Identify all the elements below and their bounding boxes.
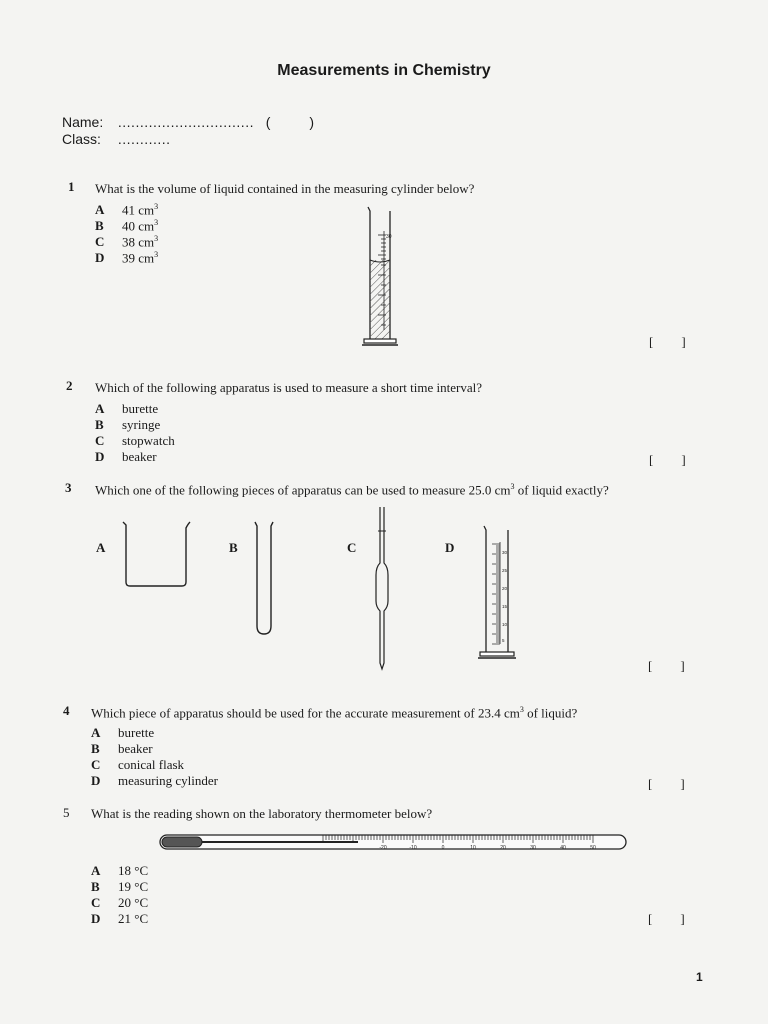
bracket-close: ] xyxy=(681,334,686,349)
register-number-paren: ( ) xyxy=(265,114,314,130)
bracket-open: [ xyxy=(649,452,654,467)
option-letter: D xyxy=(91,773,101,788)
option-letter: C xyxy=(95,433,105,448)
bracket-close: ] xyxy=(680,776,685,791)
q4-option-c xyxy=(91,757,184,773)
question-4-number: 4 xyxy=(63,703,70,718)
thermometer-scale-label: -10 xyxy=(409,845,417,851)
option-value: 41 cm xyxy=(122,202,155,218)
name-dots: ............................... xyxy=(117,114,254,130)
q4-option-b xyxy=(91,741,153,757)
q3-measuring-cylinder-figure xyxy=(476,524,524,664)
page-number: 1 xyxy=(696,970,703,984)
class-label: Class: xyxy=(62,131,101,147)
q2-option-a xyxy=(95,401,158,417)
option-value: syringe xyxy=(122,417,161,432)
question-5-number: 5 xyxy=(63,805,70,820)
option-value: 19 °C xyxy=(118,879,149,894)
thermometer-scale-label: 50 xyxy=(590,845,596,851)
option-value: burette xyxy=(118,725,155,740)
q3-cylinder-label-25: 25 xyxy=(502,568,508,573)
q1-measuring-cylinder-figure xyxy=(360,205,400,350)
q5-option-c xyxy=(91,895,148,911)
question-2-number: 2 xyxy=(66,378,73,393)
q1-option-a xyxy=(95,202,158,218)
q1-cylinder-scale-label: 30 xyxy=(386,234,392,240)
q3-cylinder-label-20: 20 xyxy=(502,586,508,591)
bracket-open: [ xyxy=(648,658,653,673)
option-letter: B xyxy=(91,741,100,756)
q4-answer-box[interactable] xyxy=(648,776,685,792)
q1-answer-box[interactable] xyxy=(649,334,686,350)
bracket-open: [ xyxy=(648,776,653,791)
option-letter: A xyxy=(91,725,101,740)
option-letter: C xyxy=(91,895,101,910)
q3-answer-box[interactable] xyxy=(648,658,685,674)
option-letter: D xyxy=(91,911,101,926)
option-value: 38 cm xyxy=(122,234,155,250)
option-value: 21 °C xyxy=(118,911,149,926)
q2-option-b xyxy=(95,417,160,433)
q2-option-c xyxy=(95,433,175,449)
option-unit-sup: 3 xyxy=(154,234,159,243)
option-letter: A xyxy=(95,401,105,416)
q3-figure-letter-c: C xyxy=(347,540,357,555)
option-letter: B xyxy=(95,417,104,432)
option-value: 20 °C xyxy=(118,895,149,910)
option-unit-sup: 3 xyxy=(154,218,159,227)
q5-thermometer-figure xyxy=(158,830,630,856)
q5-option-d xyxy=(91,911,148,927)
option-unit-sup: 3 xyxy=(154,202,159,211)
option-value: stopwatch xyxy=(122,433,175,448)
class-field xyxy=(62,131,171,147)
option-letter: C xyxy=(91,757,101,772)
option-unit-sup: 3 xyxy=(154,250,159,259)
option-value: beaker xyxy=(122,449,157,464)
thermometer-scale-label: 30 xyxy=(530,845,536,851)
class-dots: ............ xyxy=(117,131,171,147)
question-3-text-main: Which one of the following pieces of apparatus can be used to measure 25.0 cm xyxy=(95,482,511,498)
question-3-text xyxy=(95,482,609,498)
q3-figure-letter-d: D xyxy=(445,540,455,555)
q1-option-b xyxy=(95,218,158,234)
name-label: Name: xyxy=(62,114,104,130)
option-letter: A xyxy=(95,202,105,218)
bracket-close: ] xyxy=(680,658,685,673)
option-letter: B xyxy=(95,218,104,234)
option-value: beaker xyxy=(118,741,153,756)
q3-cylinder-label-30: 30 xyxy=(502,550,508,555)
q5-answer-box[interactable] xyxy=(648,911,685,927)
q3-beaker-figure xyxy=(118,520,198,590)
question-4-text-sup: 3 xyxy=(519,705,524,714)
q5-option-b xyxy=(91,879,148,895)
q3-pipette-figure xyxy=(372,505,392,673)
thermometer-scale-label: -20 xyxy=(379,845,387,851)
bracket-open: [ xyxy=(648,911,653,926)
option-letter: C xyxy=(95,234,105,250)
question-1-text: What is the volume of liquid contained in the measuring cylinder below? xyxy=(95,181,475,196)
q3-figure-letter-a: A xyxy=(96,540,106,555)
option-value: 40 cm xyxy=(122,218,155,234)
q1-option-d xyxy=(95,250,158,266)
q1-option-c xyxy=(95,234,158,250)
q2-answer-box[interactable] xyxy=(649,452,686,468)
question-3-number: 3 xyxy=(65,480,72,495)
option-value: 18 °C xyxy=(118,863,149,878)
option-value: conical flask xyxy=(118,757,185,772)
bracket-close: ] xyxy=(680,911,685,926)
question-4-text-main: Which piece of apparatus should be used for the accurate measurement of 23.4 cm xyxy=(91,705,520,721)
question-3-text-end: of liquid exactly? xyxy=(514,482,609,498)
option-letter: B xyxy=(91,879,100,894)
page-title: Measurements in Chemistry xyxy=(277,62,491,79)
bracket-close: ] xyxy=(681,452,686,467)
question-2-text: Which of the following apparatus is used to measure a short time interval? xyxy=(95,380,482,395)
option-value: burette xyxy=(122,401,159,416)
option-letter: A xyxy=(91,863,101,878)
question-4-text xyxy=(91,705,577,721)
question-5-text: What is the reading shown on the laboratory thermometer below? xyxy=(91,806,433,821)
option-value: 39 cm xyxy=(122,250,155,266)
q3-cylinder-label-15: 15 xyxy=(502,604,508,609)
question-1-number: 1 xyxy=(68,179,75,194)
thermometer-scale-label: 0 xyxy=(441,845,445,851)
q3-cylinder-label-10: 10 xyxy=(502,622,508,627)
option-value: measuring cylinder xyxy=(118,773,218,788)
q4-option-a xyxy=(91,725,154,741)
q2-option-d xyxy=(95,449,157,465)
q3-figure-letter-b: B xyxy=(229,540,238,555)
option-letter: D xyxy=(95,250,105,266)
thermometer-scale-label: 40 xyxy=(560,845,566,851)
q5-option-a xyxy=(91,863,148,879)
question-3-text-sup: 3 xyxy=(510,482,515,491)
option-letter: D xyxy=(95,449,105,464)
bracket-open: [ xyxy=(649,334,654,349)
question-4-text-end: of liquid? xyxy=(523,705,578,721)
q4-option-d xyxy=(91,773,218,789)
name-field xyxy=(62,114,314,130)
thermometer-scale-label: 10 xyxy=(470,845,476,851)
q3-cylinder-label-5: 5 xyxy=(502,638,505,643)
q3-test-tube-figure xyxy=(250,520,280,640)
thermometer-scale-label: 20 xyxy=(500,845,506,851)
